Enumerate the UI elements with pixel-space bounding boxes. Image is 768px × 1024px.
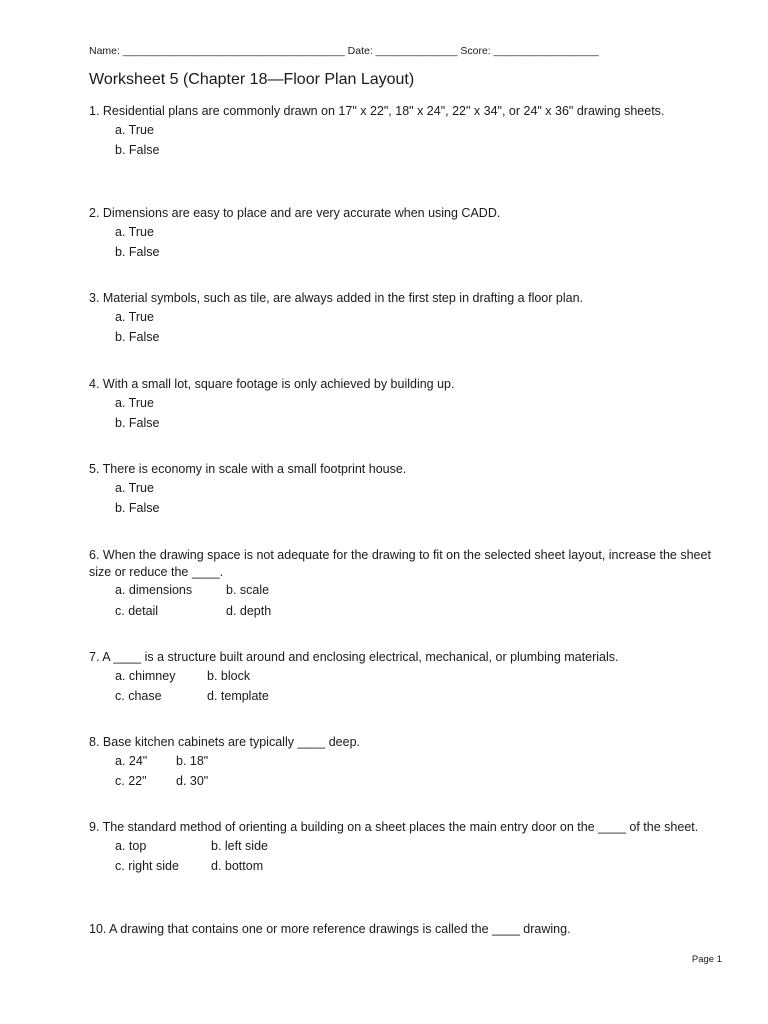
- question-9: [89, 819, 729, 877]
- question-2: [89, 205, 729, 263]
- answer-option: a. True: [115, 224, 154, 239]
- page-number: Page 1: [691, 954, 722, 965]
- name-date-score-line: Name: ______________________________________ Date: ______________ Score: __________________: [89, 45, 599, 57]
- answer-option: a. True: [115, 122, 154, 137]
- answer-option: b. False: [115, 245, 160, 259]
- question-stem: 1. Residential plans are commonly drawn on 17" x 22", 18" x 24", 22" x 34", or 24" x 36" drawing sheets.: [89, 104, 665, 118]
- question-stem: 7. A ____ is a structure built around and enclosing electrical, mechanical, or plumbing materials.: [89, 650, 619, 664]
- question-stem: 2. Dimensions are easy to place and are very accurate when using CADD.: [89, 206, 501, 220]
- answer-option: c. right side: [115, 859, 179, 873]
- question-1: [89, 103, 729, 161]
- answer-option: c. 22": [115, 774, 147, 788]
- question-8: [89, 734, 729, 792]
- question-stem: 5. There is economy in scale with a small footprint house.: [89, 462, 407, 476]
- answer-option: a. chimney: [115, 668, 176, 683]
- answer-option: a. 24": [115, 753, 148, 768]
- worksheet-title: Worksheet 5 (Chapter 18—Floor Plan Layout): [89, 71, 415, 88]
- question-6: [89, 547, 729, 621]
- answer-option: b. False: [115, 416, 160, 430]
- answer-option: a. True: [115, 395, 154, 410]
- question-5: [89, 461, 729, 519]
- question-stem: 8. Base kitchen cabinets are typically ____ deep.: [89, 735, 361, 749]
- question-3: [89, 290, 729, 348]
- question-stem: 6. When the drawing space is not adequate for the drawing to fit on the selected sheet layout, increase the sheet size or reduce the ____.: [89, 548, 711, 579]
- answer-option: d. bottom: [211, 859, 264, 873]
- answer-option: a. dimensions: [115, 583, 193, 597]
- answer-option: b. block: [207, 668, 251, 683]
- answer-option: b. scale: [226, 583, 270, 597]
- answer-option: b. False: [115, 330, 160, 344]
- question-10: [89, 921, 729, 938]
- answer-option: b. False: [115, 143, 160, 157]
- question-stem: 9. The standard method of orienting a building on a sheet places the main entry door on the ____ of the sheet.: [89, 820, 699, 834]
- question-stem: 4. With a small lot, square footage is only achieved by building up.: [89, 377, 455, 391]
- answer-option: c. detail: [115, 603, 159, 618]
- answer-option: c. chase: [115, 689, 162, 703]
- question-stem: 3. Material symbols, such as tile, are always added in the first step in drafting a floor plan.: [89, 291, 583, 305]
- question-stem: 10. A drawing that contains one or more reference drawings is called the ____ drawing.: [89, 922, 571, 936]
- answer-option: b. False: [115, 501, 160, 515]
- answer-option: a. top: [115, 838, 147, 853]
- answer-option: d. 30": [176, 774, 209, 788]
- question-4: [89, 376, 729, 434]
- answer-option: a. True: [115, 309, 154, 324]
- answer-option: b. 18": [176, 753, 209, 768]
- answer-option: b. left side: [211, 838, 268, 853]
- answer-option: d. depth: [226, 603, 272, 618]
- answer-option: a. True: [115, 480, 154, 495]
- answer-option: d. template: [207, 689, 269, 703]
- question-7: [89, 649, 729, 707]
